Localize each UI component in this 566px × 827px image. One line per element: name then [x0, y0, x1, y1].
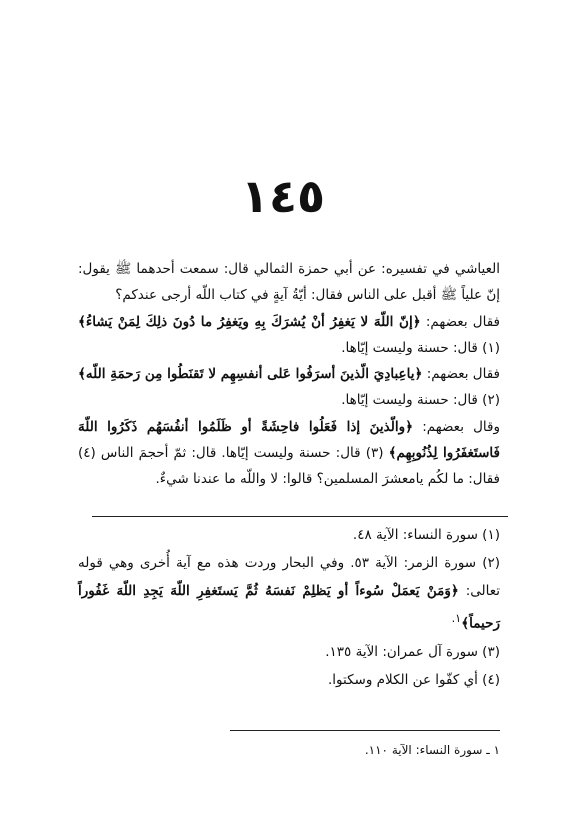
- paragraph-3-rest: (٢) قال: حسنة وليست إيّاها.: [341, 392, 500, 409]
- footnotes: [78, 521, 500, 694]
- paragraph-2: [78, 309, 500, 362]
- hadith-text: [78, 256, 500, 493]
- paragraph-4-rest: (٣) قال: حسنة وليست إيّاها. قال: ثمّ أحجمَ الناس (٤) فقال: ما لكُم يامعشرَ المسلمين؟ قالوا: لا واللّه ما عندنا شيءٌ.: [78, 445, 500, 488]
- paragraph-4-intro: وقال بعضهم:: [422, 418, 500, 435]
- footnote-2-mark: ١.: [451, 612, 462, 625]
- quran-verse-2: ﴿ياعِبادِيَ الّذينَ أسرَفُوا عَلى أنفسِهِم لا تَقنَطُوا مِن رَحمَةِ اللّه﴾: [78, 366, 423, 383]
- footnote-2-text: (٢) سورة الزمر: الآية ٥٣. وفي البحار وردت هذه مع آية أُخرى وهي قوله تعالى:: [78, 555, 501, 599]
- footnote-3: (٣) سورة آل عمران: الآية ١٣٥.: [325, 643, 500, 660]
- footnote-separator: [92, 516, 508, 517]
- paragraph-1: العياشي في تفسيره: عن أبي حمزة الثمالي قال: سمعت أحدهما ﷺ يقول: إنّ علياً ﷺ أقبل على الناس فقال: أيّةُ آيةٍ في كتاب اللّه أرجى عندكم؟: [78, 261, 500, 304]
- hadith-number: ١٤٥: [240, 169, 326, 223]
- quran-verse-1: ﴿إنّ اللّهَ لا يَغفِرُ أنْ يُشرَكَ بِهِ ويَغفِرُ ما دُونَ ذلِكَ لِمَنْ يَشاءُ﴾: [78, 313, 421, 330]
- footnote-2-quran: ﴿وَمَنْ يَعمَلْ سُوءاً أو يَظلِمْ نَفسَهُ ثُمَّ يَستَغفِرِ اللّهَ يَجِدِ اللّهَ غَفُوراً رَحيماً﴾: [78, 583, 500, 632]
- paragraph-3: [78, 361, 500, 414]
- quran-verse-3: ﴿والّذينَ إذا فَعَلُوا فاحِشَةً أو ظَلَمُوا أنفُسَهُم ذَكَرُوا اللّهَ فَاستَغفَرُوا لِذُنُوبِهِم﴾: [78, 418, 500, 462]
- footnote-4: (٤) أي كفّوا عن الكلام وسكتوا.: [327, 671, 500, 688]
- paragraph-2-intro: فقال بعضهم:: [425, 313, 500, 330]
- footnote-1: (١) سورة النساء: الآية ٤٨.: [352, 527, 500, 543]
- footnote-2: [78, 549, 500, 638]
- editor-note: ١ ـ سورة النساء: الآية ١١٠.: [364, 743, 500, 757]
- paragraph-2-rest: (١) قال: حسنة وليست إيّاها.: [341, 339, 500, 356]
- paragraph-4: [78, 414, 500, 493]
- editor-note-separator: [230, 730, 500, 731]
- paragraph-3-intro: فقال بعضهم:: [426, 366, 501, 383]
